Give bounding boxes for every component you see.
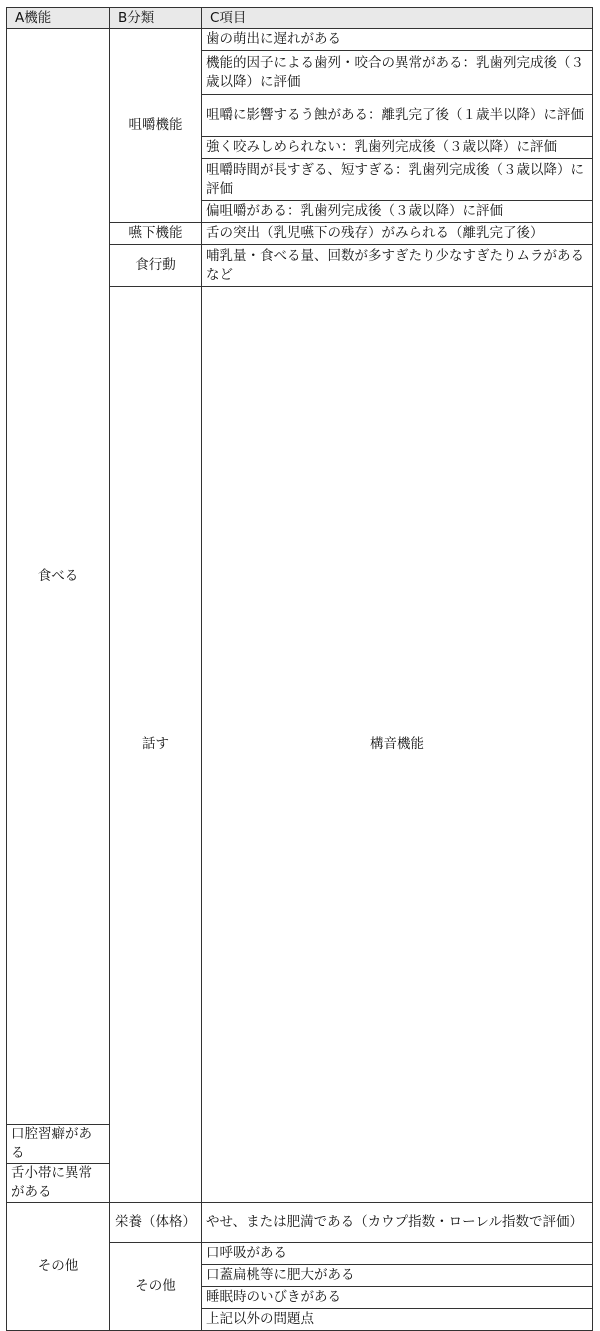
header-function: A機能: [7, 8, 110, 29]
item-cell: 咀嚼に影響するう蝕がある：離乳完了後（１歳半以降）に評価: [202, 95, 593, 137]
category-nutrition: 栄養（体格）: [110, 1203, 202, 1243]
item-cell: 偏咀嚼がある：乳歯列完成後（３歳以降）に評価: [202, 201, 593, 223]
item-cell: 口呼吸がある: [202, 1243, 593, 1265]
category-misc: その他: [110, 1243, 202, 1331]
item-cell: 哺乳量・食べる量、回数が多すぎたり少なすぎたりムラがあるなど: [202, 245, 593, 287]
item-cell: 口腔習癖がある: [7, 1125, 110, 1164]
header-category: B分類: [110, 8, 202, 29]
category-swallowing: 嚥下機能: [110, 223, 202, 245]
item-cell: 機能的因子による歯列・咬合の異常がある：乳歯列完成後（３歳以降）に評価: [202, 51, 593, 95]
table-header-row: [7, 8, 593, 29]
function-other: その他: [7, 1203, 110, 1331]
item-cell: 睡眠時のいびきがある: [202, 1287, 593, 1309]
item-cell: 上記以外の問題点: [202, 1309, 593, 1331]
item-cell: 強く咬みしめられない：乳歯列完成後（３歳以降）に評価: [202, 137, 593, 159]
item-cell: 舌小帯に異常がある: [7, 1164, 110, 1203]
table-row: [7, 29, 593, 51]
header-item: C項目: [202, 8, 593, 29]
category-articulation: 構音機能: [202, 287, 593, 1203]
item-cell: 咀嚼時間が長すぎる、短すぎる：乳歯列完成後（３歳以降）に評価: [202, 159, 593, 201]
function-speak: 話す: [110, 287, 202, 1203]
item-cell: 口蓋扁桃等に肥大がある: [202, 1265, 593, 1287]
item-cell: 歯の萌出に遅れがある: [202, 29, 593, 51]
item-cell: やせ、または肥満である（カウプ指数・ローレル指数で評価）: [202, 1203, 593, 1243]
category-chewing: 咀嚼機能: [110, 29, 202, 223]
category-eating-behavior: 食行動: [110, 245, 202, 287]
function-eat: 食べる: [7, 29, 110, 1125]
item-cell: 舌の突出（乳児嚥下の残存）がみられる（離乳完了後）: [202, 223, 593, 245]
assessment-table: [6, 7, 593, 1331]
table-row: [7, 1203, 593, 1243]
